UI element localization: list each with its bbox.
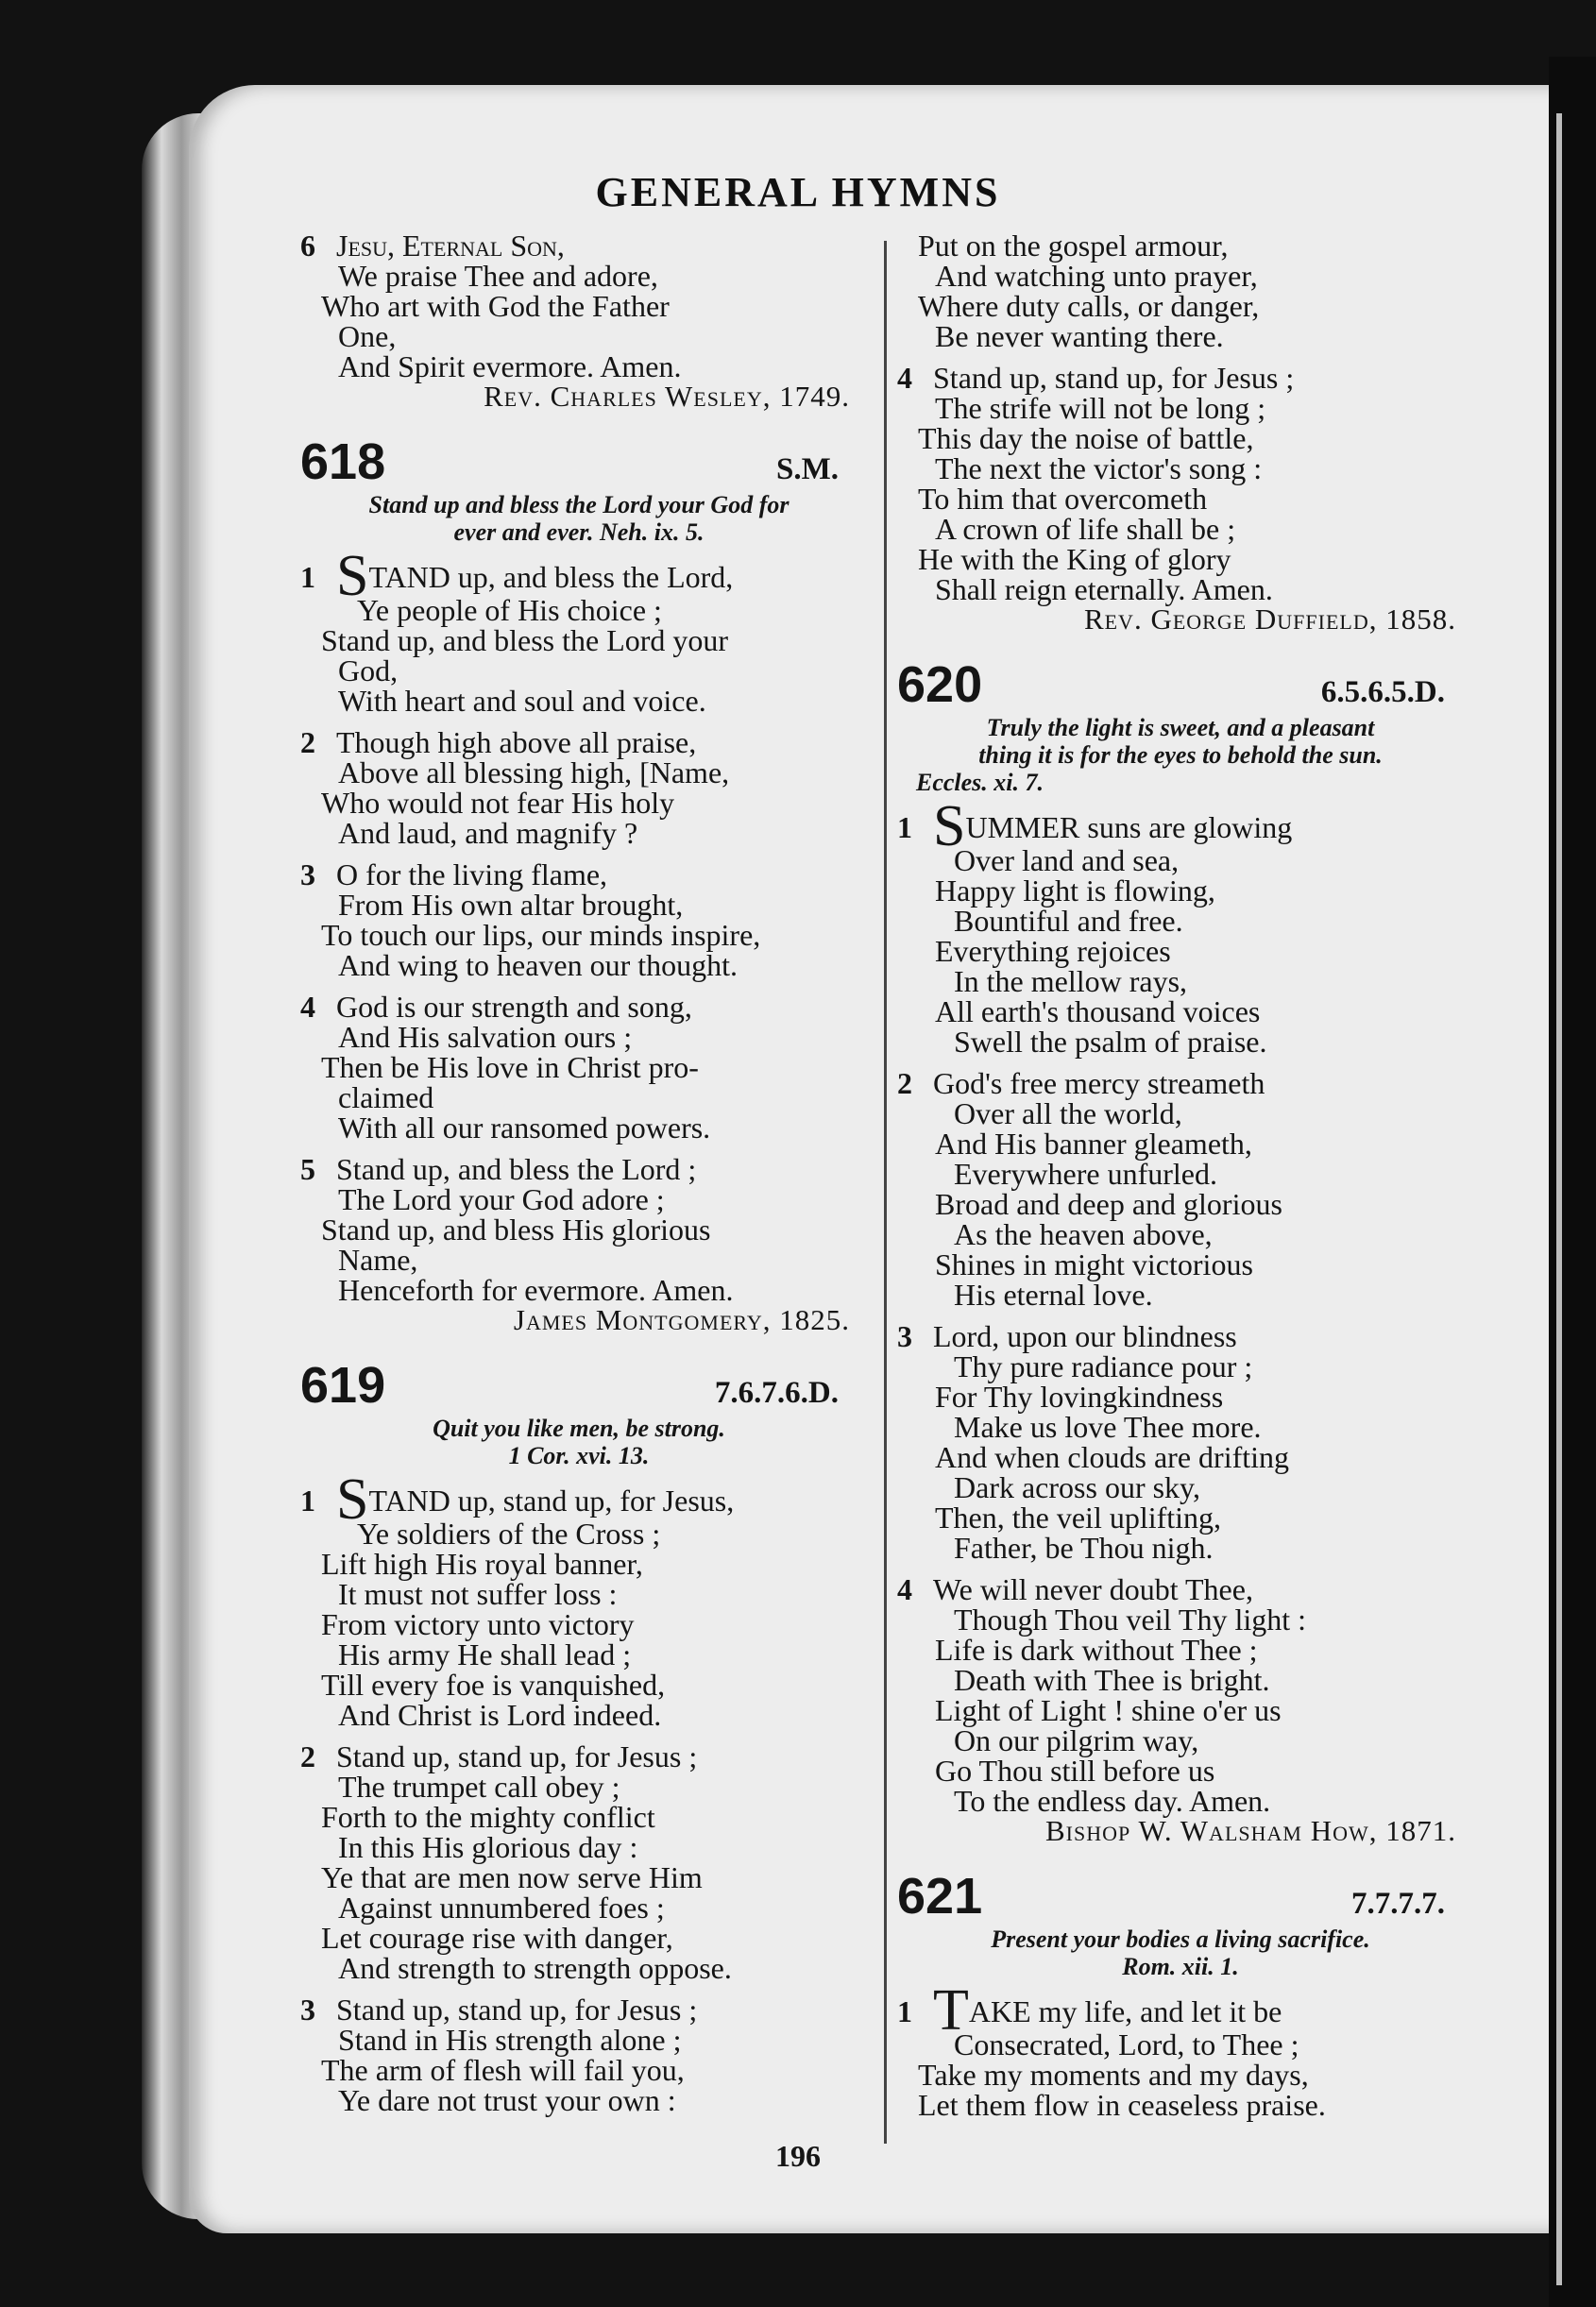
- scripture-line: Present your bodies a living sacrifice.: [991, 1925, 1370, 1953]
- right-column: [897, 219, 1464, 2120]
- verse: [897, 794, 1464, 1059]
- verse-line: The Lord your God adore ;: [338, 1182, 665, 1216]
- verse-line: One,: [338, 319, 397, 353]
- scripture-line: Quit you like men, be strong.: [433, 1415, 725, 1442]
- verse-number: 2: [300, 1739, 315, 1773]
- verse-3-continued: [897, 230, 1464, 351]
- verse-line: Then, the veil uplifting,: [935, 1501, 1222, 1535]
- meter: 7.6.7.6.D.: [714, 1376, 839, 1410]
- verse-number: 4: [897, 1572, 912, 1606]
- verse-number: 6: [300, 229, 315, 263]
- verse: [897, 363, 1464, 604]
- drop-cap: S: [336, 1467, 369, 1532]
- verse-line: Though Thou veil Thy light :: [954, 1603, 1307, 1637]
- verse: [300, 1741, 857, 1983]
- verse-line: It must not suffer loss :: [338, 1577, 618, 1611]
- verse-line: TAND up, stand up, for Jesus,: [368, 1484, 735, 1518]
- drop-cap: S: [933, 794, 966, 858]
- verse-line: Against unnumbered foes ;: [338, 1891, 665, 1925]
- verse-line: His army He shall lead ;: [338, 1637, 632, 1671]
- verse-line: Be never wanting there.: [935, 319, 1224, 353]
- verse-number: 1: [300, 560, 315, 594]
- verse-line: Stand up, stand up, for Jesus ;: [336, 1739, 698, 1773]
- verse-line: From victory unto victory: [321, 1607, 635, 1641]
- verse-line: And Christ is Lord indeed.: [338, 1698, 662, 1732]
- verse-line: TAND up, and bless the Lord,: [368, 560, 734, 594]
- verse-line: And watching unto prayer,: [935, 259, 1258, 293]
- page-number: 196: [775, 2139, 821, 2173]
- verse-line: Stand in His strength alone ;: [338, 2023, 682, 2057]
- left-column: [300, 219, 857, 2115]
- verse-line: Make us love Thee more.: [954, 1410, 1262, 1444]
- verse-line: Till every foe is vanquished,: [321, 1668, 666, 1702]
- verse: [300, 544, 857, 718]
- verse-line: Bountiful and free.: [954, 904, 1183, 938]
- verse: [300, 859, 857, 980]
- verse-line: Shall reign eternally. Amen.: [935, 572, 1273, 606]
- verse-line: And His salvation ours ;: [338, 1020, 633, 1054]
- attribution: James Montgomery, 1825.: [513, 1303, 850, 1336]
- verse-line: Life is dark without Thee ;: [935, 1633, 1258, 1667]
- verse-line: With heart and soul and voice.: [338, 684, 706, 718]
- verse-line: Over land and sea,: [954, 843, 1180, 877]
- verse-line: AKE my life, and let it be: [968, 1994, 1282, 2028]
- verse-line: With all our ransomed powers.: [338, 1111, 711, 1145]
- verse-line: Stand up, and bless His glorious: [321, 1213, 711, 1247]
- attribution: Bishop W. Walsham How, 1871.: [1045, 1814, 1456, 1847]
- verse-line: From His own altar brought,: [338, 888, 684, 922]
- verse-line: Everything rejoices: [935, 934, 1171, 968]
- verse-line: Where duty calls, or danger,: [918, 289, 1260, 323]
- verse-number: 4: [897, 361, 912, 395]
- scripture-line: ever and ever. Neh. ix. 5.: [453, 518, 705, 546]
- verse-line: We praise Thee and adore,: [338, 259, 658, 293]
- verse: [897, 1574, 1464, 1816]
- verse-line: Ye dare not trust your own :: [338, 2083, 676, 2117]
- verse-line: To touch our lips, our minds inspire,: [321, 918, 761, 952]
- verse-line: All earth's thousand voices: [935, 994, 1261, 1028]
- scripture-line: Stand up and bless the Lord your God for: [368, 491, 790, 518]
- verse-line: To the endless day. Amen.: [954, 1784, 1271, 1818]
- verse-number: 1: [897, 810, 912, 844]
- meter: 6.5.6.5.D.: [1320, 675, 1445, 709]
- verse-number: 1: [300, 1484, 315, 1518]
- verse-number: 3: [300, 1993, 315, 2027]
- hymn-number: 621: [897, 1868, 983, 1925]
- verse-line: Death with Thee is bright.: [954, 1663, 1270, 1697]
- verse-6-continued: [300, 230, 857, 382]
- verse-line: The strife will not be long ;: [935, 391, 1266, 425]
- verse-line: And His banner gleameth,: [935, 1127, 1252, 1161]
- verse: [300, 1467, 857, 1732]
- verse-line: Forth to the mighty conflict: [321, 1800, 655, 1834]
- verse-line: Who art with God the Father: [321, 289, 670, 323]
- drop-cap: S: [336, 544, 369, 608]
- verse-line: A crown of life shall be ;: [935, 512, 1236, 546]
- facing-page-edge: [1549, 57, 1596, 2307]
- verse-line: Lift high His royal banner,: [321, 1547, 643, 1581]
- verse-line: Then be His love in Christ pro-: [321, 1050, 699, 1084]
- attribution: Rev. Charles Wesley, 1749.: [484, 380, 850, 413]
- verse-line: The trumpet call obey ;: [338, 1770, 620, 1804]
- verse-line: Over all the world,: [954, 1096, 1182, 1130]
- hymn-619-header: [300, 1356, 857, 1415]
- verse-line: Henceforth for evermore. Amen.: [338, 1273, 734, 1307]
- verse: [300, 727, 857, 848]
- verse-line: Put on the gospel armour,: [918, 229, 1229, 263]
- verse-line: Who would not fear His holy: [321, 786, 675, 820]
- attribution: Rev. George Duffield, 1858.: [1083, 602, 1456, 636]
- verse-line: Shines in might victorious: [935, 1247, 1253, 1281]
- running-head: GENERAL HYMNS: [595, 169, 1001, 215]
- verse-line: Though high above all praise,: [336, 725, 697, 759]
- verse: [300, 992, 857, 1143]
- verse-line: Take my moments and my days,: [918, 2058, 1309, 2092]
- verse-line: And when clouds are drifting: [935, 1440, 1290, 1474]
- verse: [300, 1154, 857, 1305]
- verse-line: In the mellow rays,: [954, 964, 1188, 998]
- verse-line: Happy light is flowing,: [935, 874, 1215, 908]
- verse-line: Dark across our sky,: [954, 1470, 1200, 1504]
- hymn-number: 620: [897, 656, 983, 713]
- verse-line: Name,: [338, 1243, 418, 1277]
- hymn-621-header: [897, 1867, 1464, 1925]
- scripture-line: 1 Cor. xvi. 13.: [508, 1442, 650, 1469]
- verse-line: Let them flow in ceaseless praise.: [918, 2088, 1326, 2122]
- verse-line: Go Thou still before us: [935, 1754, 1215, 1788]
- verse-line: UMMER suns are glowing: [965, 810, 1293, 844]
- verse-number: 5: [300, 1152, 315, 1186]
- meter: 7.7.7.7.: [1351, 1887, 1445, 1921]
- verse-line: And laud, and magnify ?: [338, 816, 638, 850]
- verse: [897, 1978, 1464, 2122]
- verse-number: 1: [897, 1994, 912, 2028]
- verse-line: On our pilgrim way,: [954, 1723, 1199, 1757]
- verse-line: This day the noise of battle,: [918, 421, 1254, 455]
- verse-line: And strength to strength oppose.: [338, 1951, 732, 1985]
- meter: S.M.: [776, 452, 839, 486]
- verse-line: Above all blessing high, [Name,: [338, 755, 730, 789]
- verse: [897, 1321, 1464, 1563]
- verse-line: Jesu, Eternal Son,: [336, 229, 565, 263]
- verse-number: 2: [300, 725, 315, 759]
- scripture-line: Truly the light is sweet, and a pleasant: [986, 714, 1375, 741]
- verse-line: Swell the psalm of praise.: [954, 1025, 1267, 1059]
- verse-line: Stand up, stand up, for Jesus ;: [336, 1993, 698, 2027]
- verse-line: Everywhere unfurled.: [954, 1157, 1217, 1191]
- hymn-number: 618: [300, 433, 386, 490]
- verse-line: Consecrated, Lord, to Thee ;: [954, 2027, 1299, 2061]
- verse-line: Stand up, stand up, for Jesus ;: [933, 361, 1295, 395]
- verse-line: God is our strength and song,: [336, 990, 692, 1024]
- verse-number: 3: [300, 857, 315, 891]
- verse-line: Stand up, and bless the Lord your: [321, 623, 729, 657]
- verse-line: The next the victor's song :: [935, 451, 1263, 485]
- verse-line: He with the King of glory: [918, 542, 1231, 576]
- verse-line: Ye soldiers of the Cross ;: [357, 1517, 661, 1551]
- scripture-line: thing it is for the eyes to behold the sun.: [978, 741, 1383, 769]
- verse-line: And wing to heaven our thought.: [338, 948, 739, 982]
- scripture-line: Eccles. xi. 7.: [916, 769, 1044, 796]
- verse-line: His eternal love.: [954, 1278, 1153, 1312]
- verse-line: Let courage rise with danger,: [321, 1921, 673, 1955]
- verse-number: 4: [300, 990, 315, 1024]
- verse-line: For Thy lovingkindness: [935, 1380, 1224, 1414]
- verse-line: In this His glorious day :: [338, 1830, 638, 1864]
- verse-line: To him that overcometh: [918, 482, 1208, 516]
- verse-line: Father, be Thou nigh.: [954, 1531, 1214, 1565]
- verse-line: Light of Light ! shine o'er us: [935, 1693, 1282, 1727]
- scripture-line: Rom. xii. 1.: [1122, 1953, 1239, 1980]
- verse: [300, 1994, 857, 2115]
- verse-line: God's free mercy streameth: [933, 1066, 1265, 1100]
- hymn-618-header: [300, 433, 857, 491]
- verse-line: Lord, upon our blindness: [933, 1319, 1237, 1353]
- verse-line: Broad and deep and glorious: [935, 1187, 1282, 1221]
- verse-line: God,: [338, 653, 399, 687]
- verse-line: We will never doubt Thee,: [933, 1572, 1253, 1606]
- verse-line: Thy pure radiance pour ;: [954, 1349, 1253, 1383]
- hymn-number: 619: [300, 1357, 386, 1414]
- verse: [897, 1068, 1464, 1310]
- drop-cap: T: [933, 1978, 969, 2043]
- verse-line: And Spirit evermore. Amen.: [338, 349, 682, 383]
- column-divider: [884, 241, 887, 2144]
- verse-line: Stand up, and bless the Lord ;: [336, 1152, 697, 1186]
- hymn-620-header: [897, 655, 1464, 714]
- verse-line: Ye that are men now serve Him: [321, 1860, 703, 1894]
- verse-line: Ye people of His choice ;: [357, 593, 662, 627]
- verse-line: The arm of flesh will fail you,: [321, 2053, 685, 2087]
- verse-number: 3: [897, 1319, 912, 1353]
- verse-line: As the heaven above,: [954, 1217, 1213, 1251]
- verse-number: 2: [897, 1066, 912, 1100]
- verse-line: O for the living flame,: [336, 857, 608, 891]
- verse-line: claimed: [338, 1080, 434, 1114]
